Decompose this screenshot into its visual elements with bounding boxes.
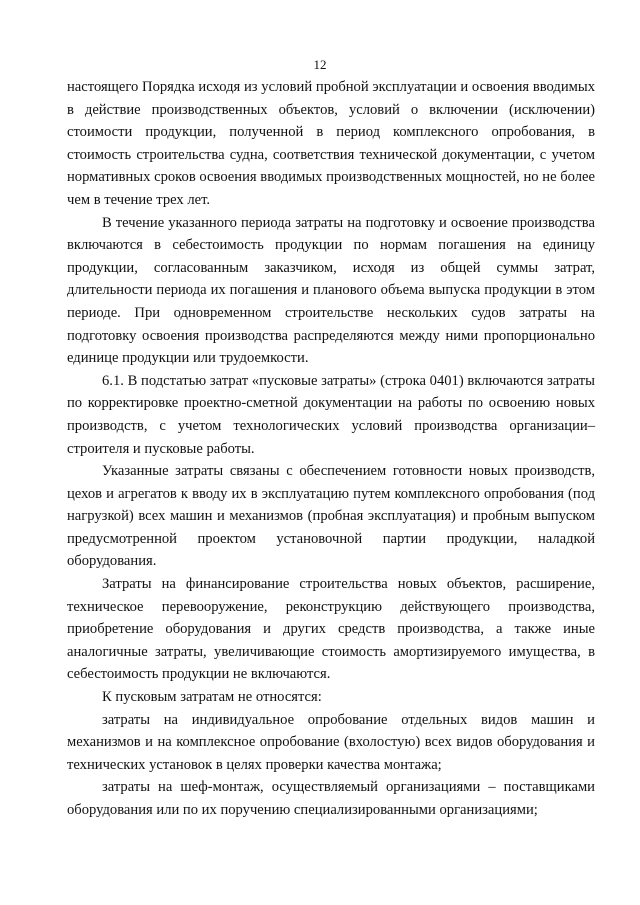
paragraph-not-startup-heading: К пусковым затратам не относятся:	[102, 689, 322, 706]
body-text	[67, 76, 595, 822]
paragraph-individual-testing: затраты на индивидуальное опробование отдельных видов машин и механизмов и на комплексное опробование (вхолостую) всех видов оборудования и технических установок в целях проверки качества монтажа;	[67, 711, 595, 773]
paragraph-6-1-startup-costs: 6.1. В подстатью затрат «пусковые затраты» (строка 0401) включаются затраты по корректировке проектно-сметной документации на работы по освоению новых производств, с учетом технологических условий производства организации–строителя и пусковые работы.	[67, 372, 595, 457]
paragraph-continuation: настоящего Порядка исходя из условий пробной эксплуатации и освоения вводимых в действие производственных объектов, условий о включении (исключении) стоимости продукции, полученной в период комплексного опробования, в стоимость строительства судна, соответствия технической документации, с учетом нормативных сроков освоения вводимых производственных мощностей, но не более чем в течение трех лет.	[67, 79, 595, 208]
paragraph-cost-inclusion: В течение указанного периода затраты на подготовку и освоение производства включаются в себестоимость продукции по нормам погашения на единицу продукции, согласованным заказчиком, исходя из общей суммы затрат, длительности периода их погашения и планового объема выпуска продукции в этом периоде. При одновременном строительстве нескольких судов затраты на подготовку освоения производства распределяются между ними пропорционально единице продукции или трудоемкости.	[67, 214, 595, 367]
paragraph-readiness-costs: Указанные затраты связаны с обеспечением готовности новых производств, цехов и агрегатов к вводу их в эксплуатацию путем комплексного опробования (под нагрузкой) всех машин и механизмов (пробная эксплуатация) и пробным выпуском предусмотренной проектом установочной партии продукции, наладкой оборудования.	[67, 463, 595, 570]
page-number: 12	[313, 57, 327, 72]
paragraph-excluded-financing: Затраты на финансирование строительства новых объектов, расширение, техническое перевооружение, реконструкцию действующего производства, приобретение оборудования и других средств производства, а также иные аналогичные затраты, увеличивающие стоимость амортизируемого имущества, в себестоимость продукции не включаются.	[67, 576, 595, 683]
paragraph-supervised-installation: затраты на шеф-монтаж, осуществляемый организациями – поставщиками оборудования или по их поручению специализированными организациями;	[67, 779, 595, 818]
